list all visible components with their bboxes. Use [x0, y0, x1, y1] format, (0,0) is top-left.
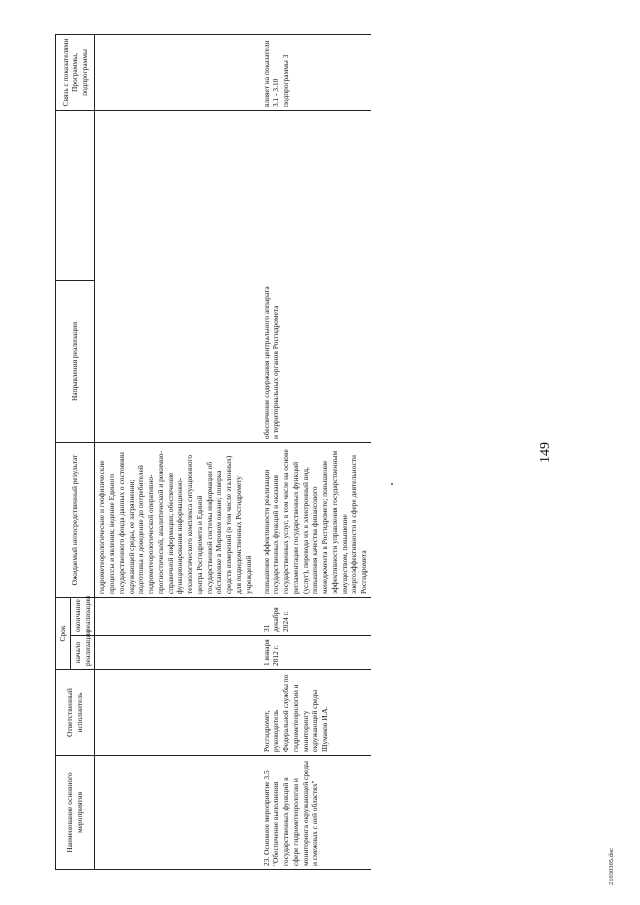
row-number: 23.: [261, 856, 271, 866]
table-header: [56, 34, 95, 869]
cell-start-empty: [95, 636, 260, 670]
header-executor: Ответственный исполнитель: [56, 670, 95, 756]
header-start: начало реализации: [70, 636, 95, 670]
header-directions: Направления реализации: [56, 280, 95, 442]
header-name: Наименование основного мероприятия: [56, 756, 95, 870]
table-row: [260, 34, 371, 869]
cell-directions: обеспечение содержания центрального аппарата и территориальных органов Росгидромета: [260, 280, 371, 442]
cell-link: влияет на показатели 3.1 - 3.10 подпрограммы 3: [260, 34, 371, 110]
cell-measure-name: [260, 756, 371, 870]
cell-spacer-empty: [95, 110, 260, 280]
header-spacer: [56, 110, 95, 280]
file-name: 21030305.doc: [608, 847, 615, 885]
measures-table: [55, 34, 371, 870]
cell-executor: Росгидромет, руководитель Федеральной службы по гидрометеорологии и мониторингу окружающей среды Шумаков И.А.: [260, 670, 371, 756]
cell-result-continuation: гидрометеорологические и геофизические процессы и явления; ведение Единого государственного фонда данных о состоянии окружающей среды, ее загрязнении; подготовка и доведение до потребителей гидрометеорологической оперативно-прогностической, аналитической и режимно-справочной информации; обеспечение функционирования информационно-технологического комплекса ситуационного центра Росгидромета и Единой государственной системы информации об обстановке в Мировом океане; поверка средств измерений (в том числе эталонных) для подведомственных Росгидромету учреждений: [95, 442, 260, 597]
header-link: Связь с показателями Программы, подпрограммы: [56, 34, 95, 110]
cell-end-empty: [95, 597, 260, 635]
cell-end: 31 декабря 2024 г.: [260, 597, 371, 635]
page-number: 149: [538, 442, 553, 463]
header-end: окончание реализации: [70, 597, 95, 635]
cell-directions-empty: [95, 280, 260, 442]
cell-link-empty: [95, 34, 260, 110]
cell-spacer: [260, 110, 371, 280]
header-term: Срок: [56, 597, 71, 669]
scan-speck: [391, 483, 393, 485]
cell-start: 1 января 2012 г.: [260, 636, 371, 670]
rotated-page: [20, 20, 620, 885]
table-body: [95, 34, 371, 869]
cell-name-empty: [95, 756, 260, 870]
header-result: Ожидаемый непосредственный результат: [56, 442, 95, 597]
measure-name: Основное мероприятие 3.5 "Обеспечение выполнения государственных функций в сфере гидрометеорологии и мониторинга окружающей среды и смежных с ней областях": [261, 761, 320, 866]
cell-executor-empty: [95, 670, 260, 756]
table-row-continuation: [95, 34, 260, 869]
cell-result: повышение эффективности реализации государственных функций и оказания государственных услуг, в том числе на основе регламентации государственных функций (услуг), перевода их в электронный вид, повышения качества финансового менеджмента в Росгидромете; повышение эффективности управления государственным имуществом, повышение энергоэффективности в сфере деятельности Росгидромета: [260, 442, 371, 597]
